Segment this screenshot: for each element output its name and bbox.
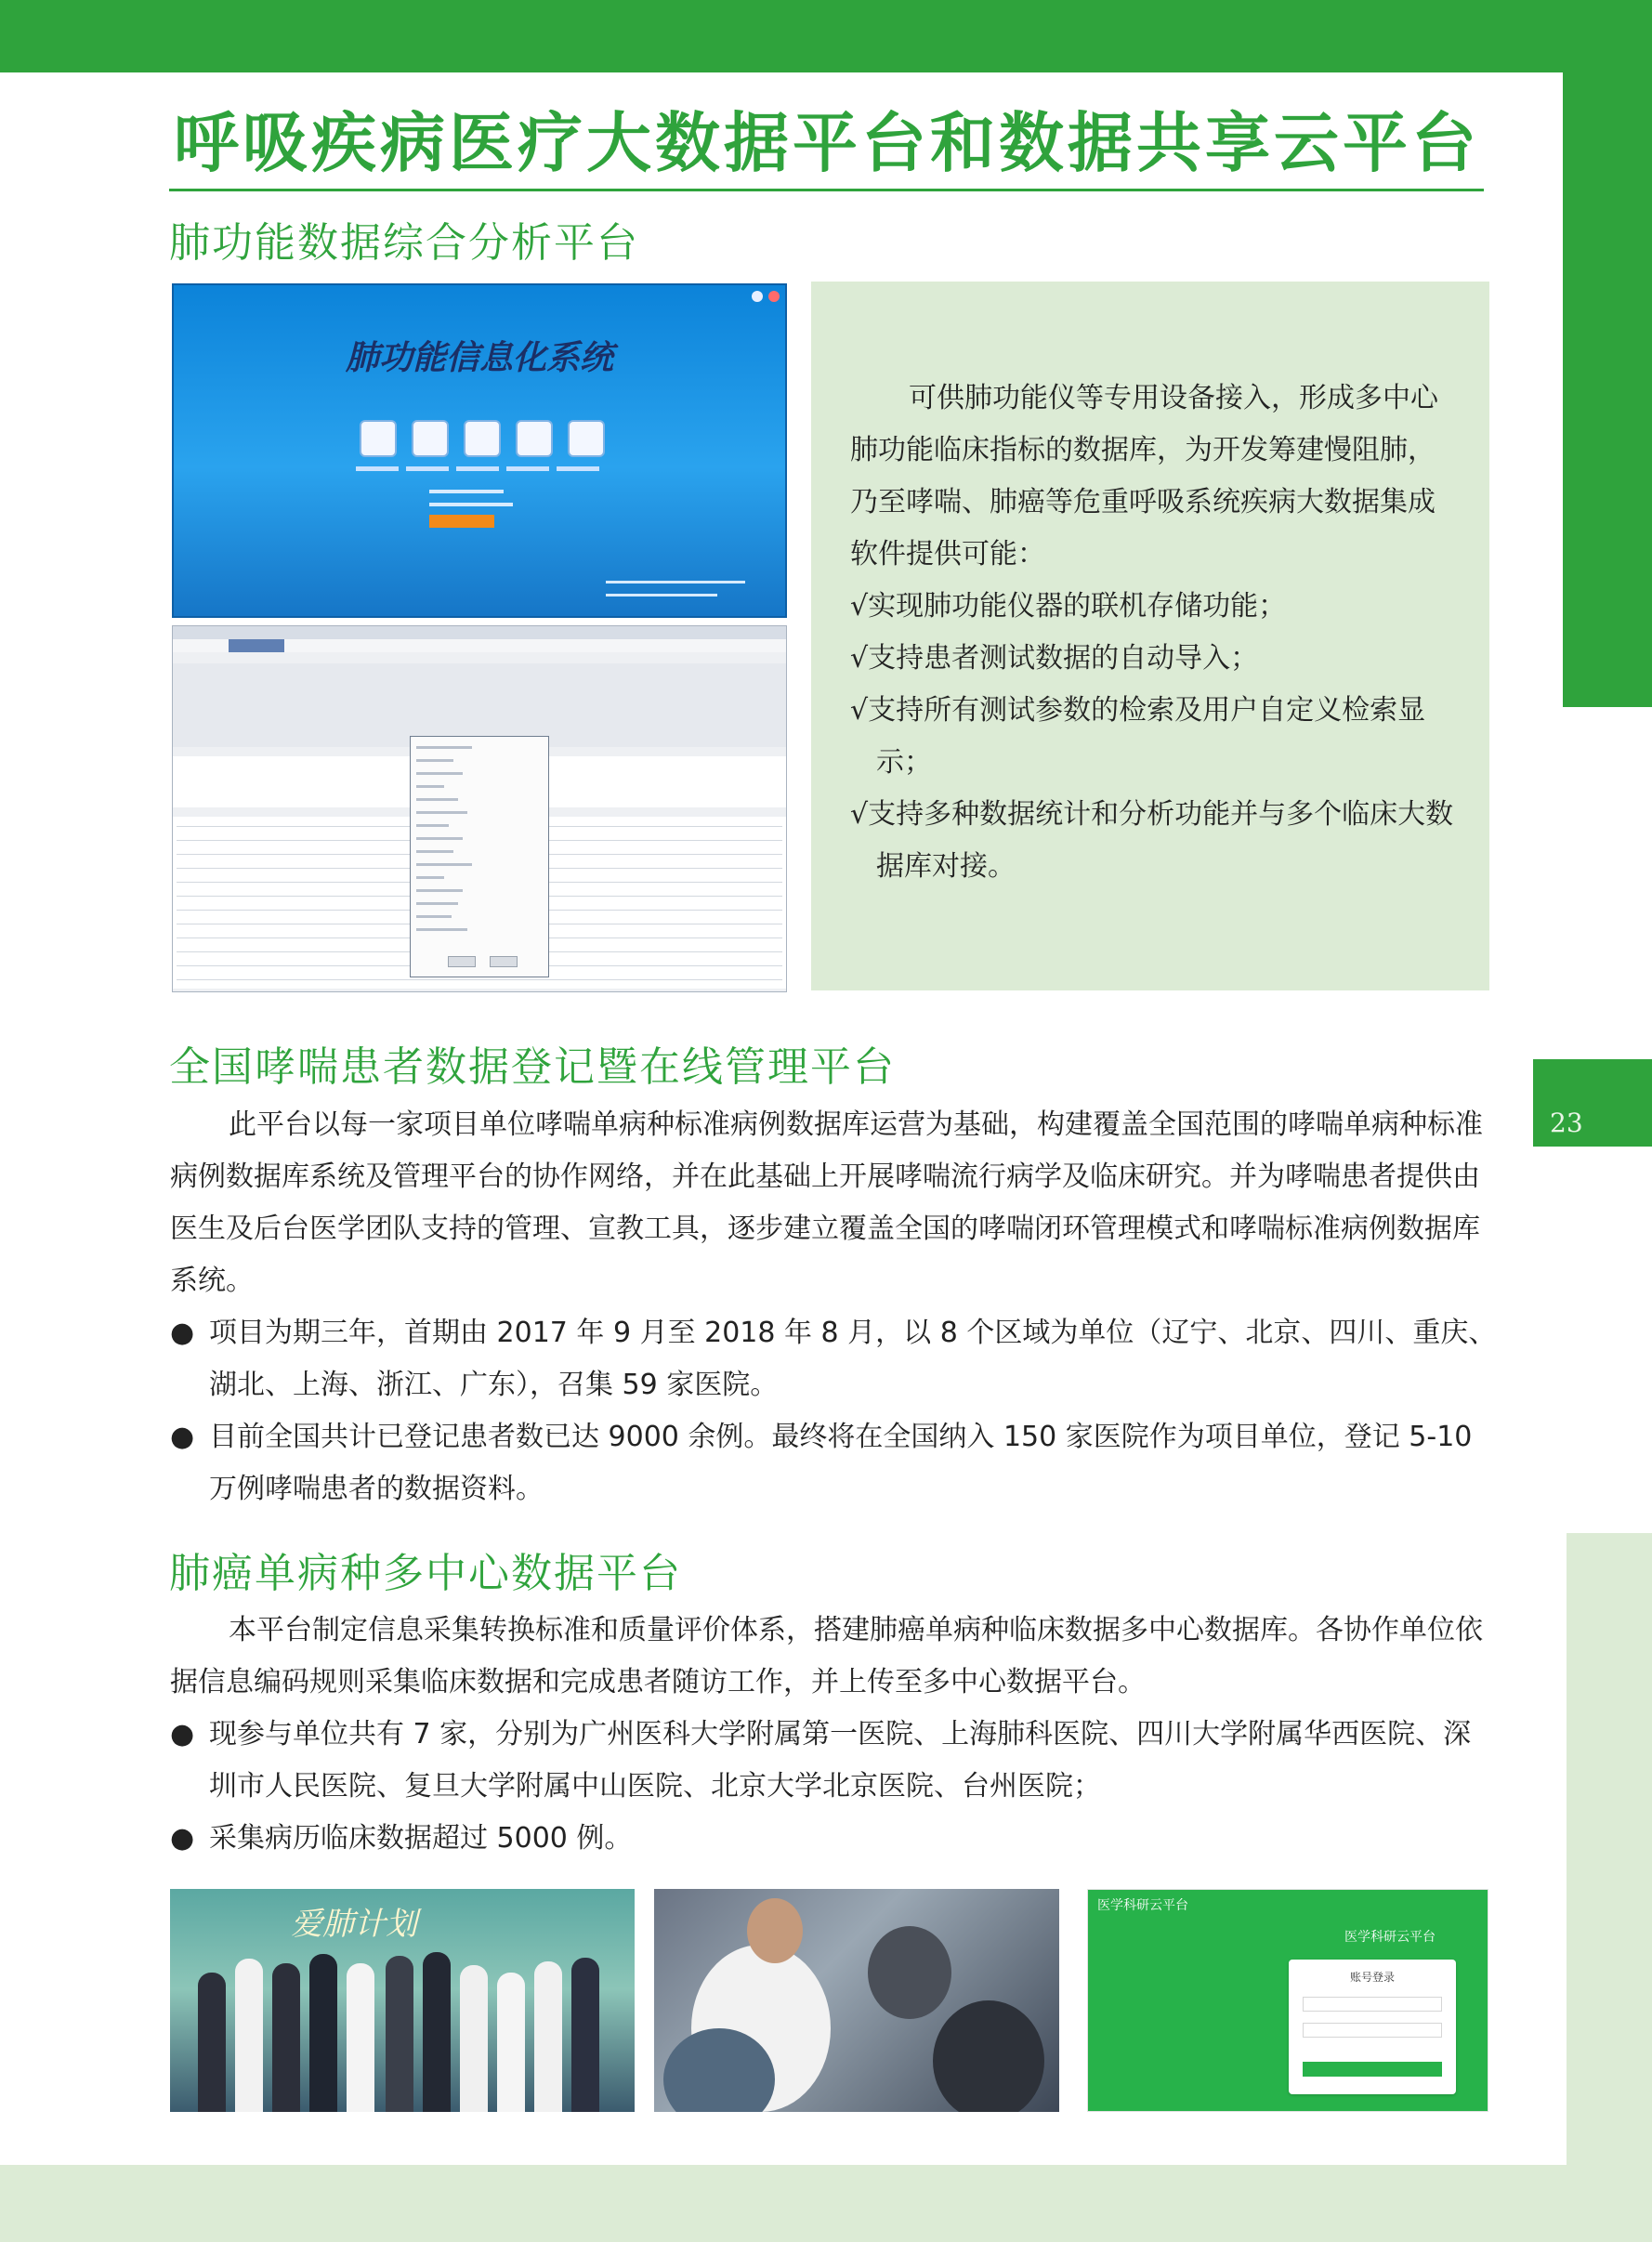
lung-cancer-body: [170, 1605, 1499, 1865]
asthma-registry-body: [170, 1099, 1499, 1515]
lung-function-intro: 可供肺功能仪等专用设备接入，形成多中心肺功能临床指标的数据库，为开发筹建慢阻肺，乃至哮喘、肺癌等危重呼吸系统疾病大数据集成软件提供可能：: [850, 382, 1438, 570]
screenshot-column-picker-popup: [410, 736, 549, 977]
cloud-platform-subtitle: 医学科研云平台: [1344, 1930, 1436, 1945]
screenshot-footer-line: [606, 581, 745, 583]
bullet-item: ● 现参与单位共有 7 家，分别为广州医科大学附属第一医院、上海肺科医院、四川大学附属华西医院、深圳市人民医院、复旦大学附属中山医院、北京大学北京医院、台州医院；: [170, 1709, 1499, 1813]
bullet-item: ● 项目为期三年，首期由 2017 年 9 月至 2018 年 8 月，以 8 个区域为单位（辽宁、北京、四川、重庆、湖北、上海、浙江、广东），召集 59 家医院。: [170, 1307, 1499, 1411]
report-icon: [516, 420, 553, 457]
screenshot-register-button: [429, 515, 494, 528]
lung-function-data-table-screenshot: [172, 625, 787, 992]
login-button: [1303, 2062, 1442, 2077]
header-band: [0, 0, 1652, 72]
lung-function-description-box: [811, 282, 1489, 990]
screenshot-icon-row: [360, 420, 620, 466]
lung-cancer-paragraph: 本平台制定信息采集转换标准和质量评价体系，搭建肺癌单病种临床数据多中心数据库。各协作单位依据信息编码规则采集临床数据和完成患者随访工作，并上传至多中心数据平台。: [170, 1614, 1483, 1698]
bullet-icon: ●: [170, 1718, 195, 1750]
group-photo: [170, 1889, 635, 2112]
bullet-icon: ●: [170, 1317, 195, 1349]
check-mark: √: [850, 798, 869, 831]
check-item: √支持所有测试参数的检索及用户自定义检索显示；: [850, 694, 1426, 779]
bullet-icon: ●: [170, 1421, 195, 1453]
screenshot-system-title: 肺功能信息化系统: [345, 338, 613, 377]
login-username-field: [1303, 1997, 1442, 2012]
check-item: √支持患者测试数据的自动导入；: [850, 642, 1259, 675]
patient-consultation-photo: [654, 1889, 1059, 2112]
check-item: √实现肺功能仪器的联机存储功能；: [850, 590, 1287, 623]
printer-icon: [568, 420, 605, 457]
close-icon: [768, 291, 780, 302]
check-mark: √: [850, 694, 869, 727]
section-title-lung-function: 肺功能数据综合分析平台: [169, 219, 639, 267]
page-title: 呼吸疾病医疗大数据平台和数据共享云平台: [174, 105, 1480, 181]
cloud-platform-brand: 医学科研云平台: [1097, 1898, 1188, 1913]
right-light-band: [1567, 1533, 1652, 2165]
test-icon: [360, 420, 397, 457]
minimize-icon: [752, 291, 763, 302]
right-side-band: [1563, 72, 1652, 707]
login-card-title: 账号登录: [1349, 1971, 1395, 1984]
check-mark: √: [850, 590, 869, 623]
page-number: 23: [1550, 1108, 1583, 1138]
section-title-lung-cancer: 肺癌单病种多中心数据平台: [169, 1550, 682, 1597]
photo-banner-text: 爱肺计划: [291, 1906, 417, 1943]
lung-function-description: [850, 373, 1454, 893]
bullet-item: ● 目前全国共计已登记患者数已达 9000 余例。最终将在全国纳入 150 家医院作为项目单位，登记 5-10 万例哮喘患者的数据资料。: [170, 1411, 1499, 1515]
asthma-registry-paragraph: 此平台以每一家项目单位哮喘单病种标准病例数据库运营为基础，构建覆盖全国范围的哮喘单病种标准病例数据库系统及管理平台的协作网络，并在此基础上开展哮喘流行病学及临床研究。并为哮喘患者提供由医生及后台医学团队支持的管理、宣教工具，逐步建立覆盖全国的哮喘闭环管理模式和哮喘标准病例数据库系统。: [170, 1108, 1483, 1297]
footer-band: [0, 2165, 1652, 2242]
screenshot-footer-line: [606, 594, 717, 597]
login-card: [1289, 1960, 1456, 2094]
section-title-asthma-registry: 全国哮喘患者数据登记暨在线管理平台: [169, 1043, 896, 1091]
lung-function-system-screenshot: [172, 283, 787, 618]
screenshot-text-line: [429, 490, 504, 493]
bullet-icon: ●: [170, 1822, 195, 1855]
doctor-icon: [464, 420, 501, 457]
cloud-platform-login-screenshot: [1087, 1889, 1488, 2112]
history-icon: [412, 420, 449, 457]
screenshot-text-line: [429, 503, 513, 506]
bullet-item: ● 采集病历临床数据超过 5000 例。: [170, 1813, 1499, 1865]
screenshot-icon-labels: [356, 462, 635, 475]
check-item: √支持多种数据统计和分析功能并与多个临床大数据库对接。: [850, 798, 1454, 883]
check-mark: √: [850, 642, 869, 675]
title-divider: [169, 189, 1484, 191]
login-password-field: [1303, 2023, 1442, 2038]
